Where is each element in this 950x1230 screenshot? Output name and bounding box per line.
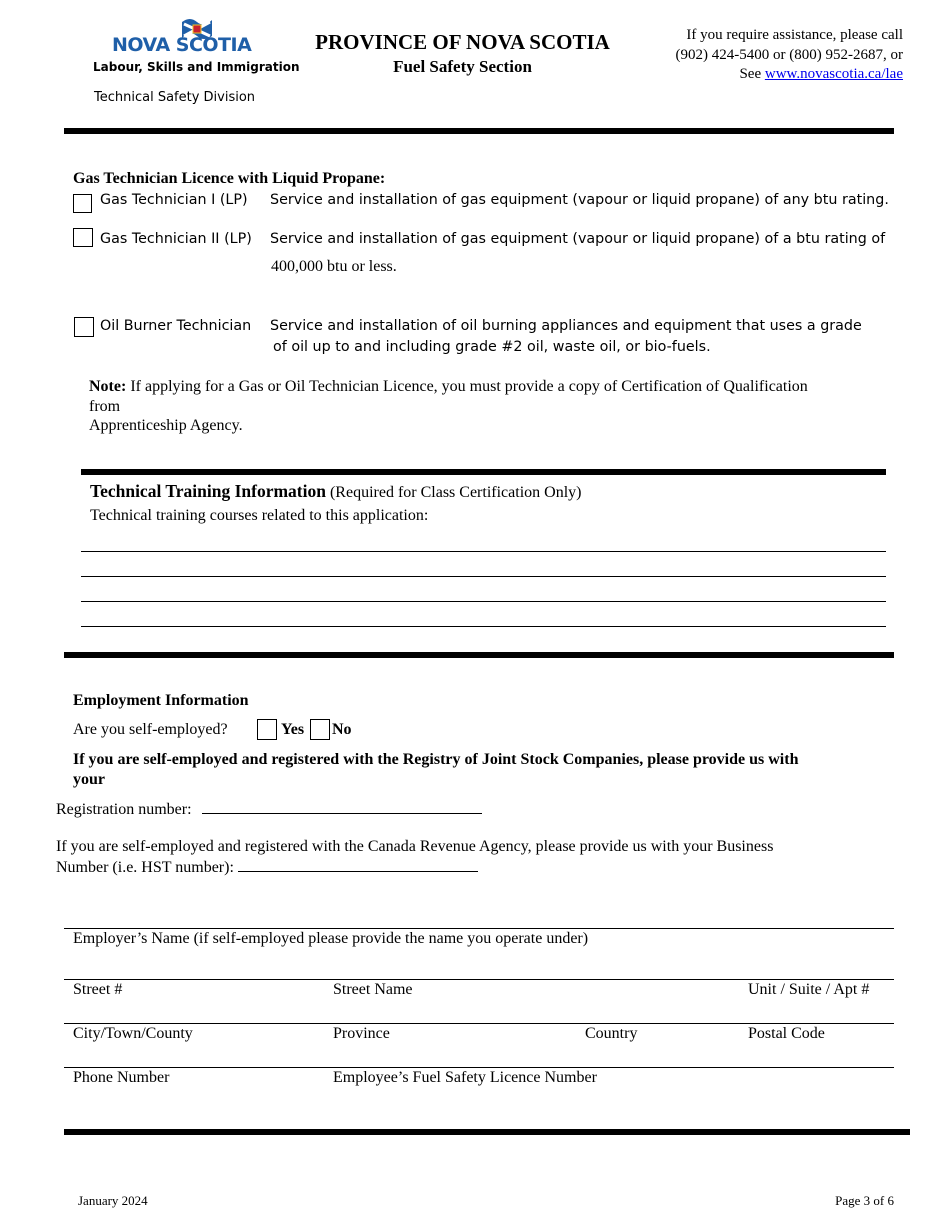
registration-label: Registration number:	[56, 801, 192, 818]
assistance-line-2: (902) 424-5400 or (800) 952-2687, or	[675, 46, 903, 63]
oil-burner-checkbox[interactable]	[74, 317, 94, 337]
cra-line-2-row	[56, 857, 773, 878]
training-line-3[interactable]	[81, 601, 886, 602]
business-number-field[interactable]	[238, 857, 478, 872]
employer-name-field[interactable]	[64, 979, 894, 980]
licence-note	[89, 377, 808, 436]
gas-tech-2-label: Gas Technician II (LP)	[100, 231, 252, 247]
division-name: Technical Safety Division	[94, 90, 256, 105]
header-divider	[64, 128, 894, 134]
assistance-info	[676, 26, 903, 85]
training-line-1[interactable]	[81, 551, 886, 552]
training-line-2[interactable]	[81, 576, 886, 577]
assistance-line-3	[676, 65, 903, 85]
licence-number-label: Employee’s Fuel Safety Licence Number	[333, 1069, 597, 1086]
training-heading-note: (Required for Class Certification Only)	[325, 484, 582, 501]
training-heading: Technical Training Information	[90, 481, 326, 501]
registry-line-2: your	[73, 770, 105, 788]
province-label: Province	[333, 1025, 390, 1042]
gas-tech-1-checkbox[interactable]	[73, 194, 92, 213]
note-text: If applying for a Gas or Oil Technician Licence, you must provide a copy of Certification of Qualification	[126, 378, 808, 395]
postal-code-label: Postal Code	[748, 1025, 825, 1042]
self-employed-yes-checkbox[interactable]	[257, 719, 277, 740]
phone-label: Phone Number	[73, 1069, 170, 1086]
website-link[interactable]: www.novascotia.ca/lae	[764, 66, 903, 82]
licence-heading: Gas Technician Licence with Liquid Propane:	[73, 170, 386, 187]
gas-tech-2-description-cont: 400,000 btu or less.	[271, 258, 397, 275]
training-top-divider	[81, 469, 886, 475]
registration-number-field[interactable]	[202, 799, 482, 814]
yes-label: Yes	[281, 721, 305, 738]
page-title: PROVINCE OF NOVA SCOTIA	[315, 30, 610, 54]
logo-text: NOVA SCOTIA	[112, 34, 252, 56]
unit-label: Unit / Suite / Apt #	[748, 981, 870, 998]
oil-burner-label: Oil Burner Technician	[100, 318, 252, 334]
city-field-line[interactable]	[64, 1067, 894, 1068]
gas-tech-2-checkbox[interactable]	[73, 228, 93, 247]
cra-line-2: Number (i.e. HST number):	[56, 858, 234, 876]
street-name-label: Street Name	[333, 981, 413, 998]
assistance-line-1: If you require assistance, please call	[686, 27, 903, 43]
oil-burner-description: Service and installation of oil burning appliances and equipment that uses a grade	[270, 318, 862, 334]
city-label: City/Town/County	[73, 1025, 193, 1042]
employment-heading: Employment Information	[73, 692, 249, 709]
gas-tech-1-description: Service and installation of gas equipment (vapour or liquid propane) of any btu rating.	[270, 192, 889, 208]
cra-line-1: If you are self-employed and registered with the Canada Revenue Agency, please provide us with your Business	[56, 838, 774, 855]
page-number: Page 3 of 6	[835, 1193, 894, 1208]
training-prompt: Technical training courses related to this application:	[90, 507, 429, 524]
see-label: See	[739, 66, 765, 82]
registry-line-1: If you are self-employed and registered with the Registry of Joint Stock Companies, please provide us with	[73, 751, 799, 768]
note-line-3: Apprenticeship Agency.	[89, 417, 243, 434]
registration-number-row	[56, 799, 482, 819]
training-heading-row	[90, 481, 581, 502]
cra-instructions	[56, 837, 773, 877]
self-employed-question: Are you self-employed?	[73, 721, 228, 738]
address-field-line[interactable]	[64, 1023, 894, 1024]
employer-table-top	[64, 928, 894, 929]
note-label: Note:	[89, 378, 127, 395]
training-line-4[interactable]	[81, 626, 886, 627]
gas-tech-1-label: Gas Technician I (LP)	[100, 192, 248, 208]
note-line-1	[89, 377, 808, 397]
self-employed-no-checkbox[interactable]	[310, 719, 330, 740]
footer-date: January 2024	[78, 1193, 148, 1208]
street-number-label: Street #	[73, 981, 123, 998]
employer-table-bottom	[64, 1129, 910, 1135]
page-subtitle: Fuel Safety Section	[393, 57, 532, 76]
registry-instructions	[73, 750, 798, 789]
note-line-2: from	[89, 397, 121, 415]
gas-tech-2-description: Service and installation of gas equipment (vapour or liquid propane) of a btu rating of	[270, 231, 886, 247]
training-bottom-divider	[64, 652, 894, 658]
oil-burner-description-cont: of oil up to and including grade #2 oil, waste oil, or bio-fuels.	[273, 339, 711, 355]
department-name: Labour, Skills and Immigration	[93, 60, 300, 74]
no-label: No	[332, 721, 352, 738]
employer-name-label: Employer’s Name (if self-employed please provide the name you operate under)	[73, 930, 589, 947]
country-label: Country	[585, 1025, 638, 1042]
